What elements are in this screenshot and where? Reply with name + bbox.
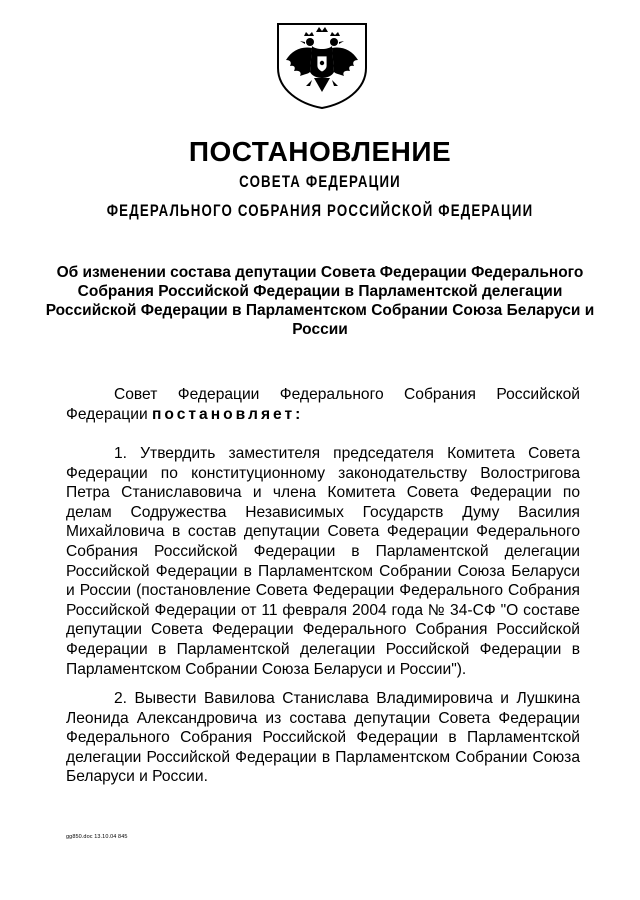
paragraph-2: 2. Вывести Вавилова Станислава Владимировича и Лушкина Леонида Александровича из состава депутации Совета Федерации Федерального Собрания Российской Федерации в Парламентской делегации Российской Федерации в Парламентском Собрании Союза Беларуси и России. — [66, 690, 580, 786]
document-type-heading: ПОСТАНОВЛЕНИЕ — [188, 136, 452, 167]
coat-of-arms-icon — [272, 20, 372, 110]
preamble-verb: постановляет: — [152, 405, 304, 423]
issuer-line-1: СОВЕТА ФЕДЕРАЦИИ — [239, 172, 401, 191]
preamble — [66, 385, 580, 424]
file-reference: gg850.doc 13.10.04 845 — [66, 834, 128, 840]
preamble-text: Совет Федерации Федерального Собрания Российской Федерации — [66, 386, 580, 423]
issuer-line-2: ФЕДЕРАЛЬНОГО СОБРАНИЯ РОССИЙСКОЙ ФЕДЕРАЦИИ — [106, 201, 534, 220]
document-title: Об изменении состава депутации Совета Федерации Федерального Собрания Российской Федерации в Парламентской делегации Российской Федерации в Парламентском Собрании Союза Беларуси и России — [45, 264, 595, 338]
paragraph-1: 1. Утвердить заместителя председателя Комитета Совета Федерации по конституционному законодательству Волостригова Петра Станиславовича и члена Комитета Совета Федерации по делам Содружества Независимых Государств Думу Василия Михайловича в состав депутации Совета Федерации Федерального Собрания Российской Федерации в Парламентской делегации Российской Федерации в Парламентском Собрании Союза Беларуси и России (постановление Совета Федерации Федерального Собрания Российской Федерации от 11 февраля 2004 года № 34-СФ "О составе депутации Совета Федерации Федерального Собрания Российской Федерации в Парламентской делегации Российской Федерации в Парламентском Собрании Союза Беларуси и России"). — [66, 445, 580, 678]
